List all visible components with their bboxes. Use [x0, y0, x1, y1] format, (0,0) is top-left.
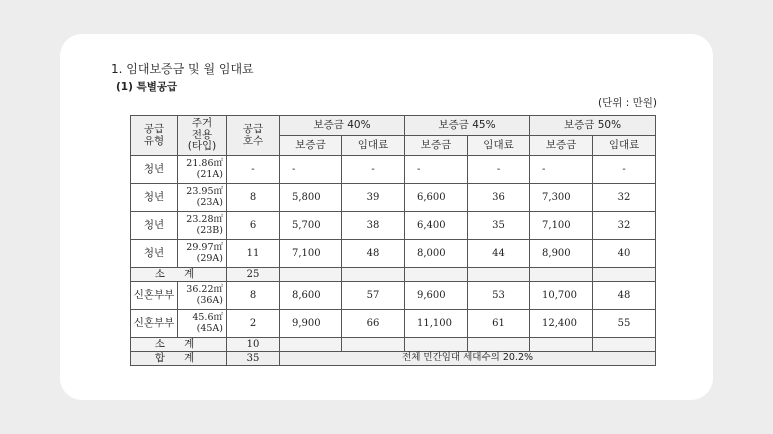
cell-type: 신혼부부: [131, 310, 178, 338]
subtotal-units: 10: [227, 338, 280, 352]
header-rent-40: 임대료: [342, 136, 405, 156]
cell-units: 2: [227, 310, 280, 338]
cell-deposit-45: -: [405, 156, 468, 184]
cell-deposit-45: 11,100: [405, 310, 468, 338]
unit-note: (단위 : 만원): [598, 97, 657, 109]
cell-units: 6: [227, 212, 280, 240]
cell-area: [178, 240, 227, 268]
header-area-line1: 주거: [191, 117, 213, 130]
cell-area: [178, 156, 227, 184]
cell-area-type: (45A): [196, 322, 223, 334]
cell-rent-50: -: [593, 156, 656, 184]
header-area: [178, 116, 227, 156]
header-rent-45: 임대료: [468, 136, 530, 156]
cell-area-value: 29.97㎡: [186, 241, 223, 253]
cell-deposit-40: 5,700: [280, 212, 342, 240]
cell-area-value: 21.86㎡: [186, 157, 223, 169]
cell-rent-50: 32: [593, 212, 656, 240]
subtotal-label-text: 소 계: [154, 267, 203, 280]
cell-deposit-50: 10,700: [530, 282, 593, 310]
cell-deposit-45: 8,000: [405, 240, 468, 268]
cell-area-value: 23.28㎡: [186, 213, 223, 225]
cell-deposit-45: 6,600: [405, 184, 468, 212]
header-supply-line1: 공급: [242, 122, 264, 135]
cell-area-type: (21A): [196, 168, 223, 180]
cell-deposit-40: 9,900: [280, 310, 342, 338]
cell-rent-40: 39: [342, 184, 405, 212]
cell-deposit-50: 8,900: [530, 240, 593, 268]
cell-area-type: (23B): [196, 224, 223, 236]
cell-area-type: (23A): [196, 196, 223, 208]
header-g40: 보증금 40%: [280, 116, 405, 136]
cell-rent-45: 36: [468, 184, 530, 212]
subtotal-label: [131, 268, 227, 282]
cell-rent-45: 53: [468, 282, 530, 310]
cell-type: 청년: [131, 184, 178, 212]
header-deposit-50: 보증금: [530, 136, 593, 156]
cell-deposit-40: 7,100: [280, 240, 342, 268]
rent-table: [130, 115, 656, 366]
cell-rent-45: 35: [468, 212, 530, 240]
table-row: [131, 212, 656, 240]
cell-units: -: [227, 156, 280, 184]
header-g45: 보증금 45%: [405, 116, 530, 136]
cell-area-type: (36A): [196, 294, 223, 306]
cell-area-value: 36.22㎡: [186, 283, 223, 295]
header-g50: 보증금 50%: [530, 116, 656, 136]
cell-rent-40: 66: [342, 310, 405, 338]
cell-units: 8: [227, 184, 280, 212]
header-area-line3: (타입): [187, 140, 217, 153]
cell-deposit-50: -: [530, 156, 593, 184]
cell-type: 청년: [131, 240, 178, 268]
cell-deposit-50: 7,300: [530, 184, 593, 212]
cell-deposit-50: 7,100: [530, 212, 593, 240]
header-type-line1: 공급: [143, 122, 165, 135]
cell-deposit-50: 12,400: [530, 310, 593, 338]
section-heading: 1. 임대보증금 및 월 임대료: [111, 62, 254, 76]
header-supply-line2: 호수: [242, 134, 264, 147]
cell-rent-50: 55: [593, 310, 656, 338]
cell-units: 8: [227, 282, 280, 310]
cell-rent-50: 48: [593, 282, 656, 310]
cell-rent-45: -: [468, 156, 530, 184]
section-subheading: (1) 특별공급: [116, 81, 178, 93]
cell-deposit-40: 5,800: [280, 184, 342, 212]
subtotal-label: [131, 338, 227, 352]
cell-area: [178, 184, 227, 212]
cell-type: 청년: [131, 212, 178, 240]
cell-rent-40: -: [342, 156, 405, 184]
table-row: [131, 310, 656, 338]
cell-deposit-40: -: [280, 156, 342, 184]
total-label-text: 합 계: [154, 351, 203, 364]
cell-rent-50: 32: [593, 184, 656, 212]
cell-area: [178, 212, 227, 240]
cell-deposit-40: 8,600: [280, 282, 342, 310]
subtotal-label-text: 소 계: [154, 337, 203, 350]
cell-deposit-45: 9,600: [405, 282, 468, 310]
cell-area: [178, 310, 227, 338]
total-note: 전체 민간임대 세대수의 20.2%: [280, 352, 656, 366]
cell-area: [178, 282, 227, 310]
total-units: 35: [227, 352, 280, 366]
cell-rent-50: 40: [593, 240, 656, 268]
header-deposit-45: 보증금: [405, 136, 468, 156]
subtotal-units: 25: [227, 268, 280, 282]
header-supply: [227, 116, 280, 156]
cell-area-value: 23.95㎡: [186, 185, 223, 197]
table-row: [131, 156, 656, 184]
cell-area-type: (29A): [196, 252, 223, 264]
cell-area-value: 45.6㎡: [192, 311, 223, 323]
table-row: [131, 282, 656, 310]
header-area-line2: 전용: [191, 128, 213, 141]
cell-rent-45: 44: [468, 240, 530, 268]
cell-rent-40: 38: [342, 212, 405, 240]
table-row: [131, 240, 656, 268]
header-type-line2: 유형: [143, 134, 165, 147]
cell-rent-40: 57: [342, 282, 405, 310]
cell-rent-45: 61: [468, 310, 530, 338]
cell-type: 청년: [131, 156, 178, 184]
total-label: [131, 352, 227, 366]
table-row: [131, 184, 656, 212]
cell-type: 신혼부부: [131, 282, 178, 310]
header-deposit-40: 보증금: [280, 136, 342, 156]
header-rent-50: 임대료: [593, 136, 656, 156]
cell-units: 11: [227, 240, 280, 268]
cell-rent-40: 48: [342, 240, 405, 268]
cell-deposit-45: 6,400: [405, 212, 468, 240]
header-type: [131, 116, 178, 156]
